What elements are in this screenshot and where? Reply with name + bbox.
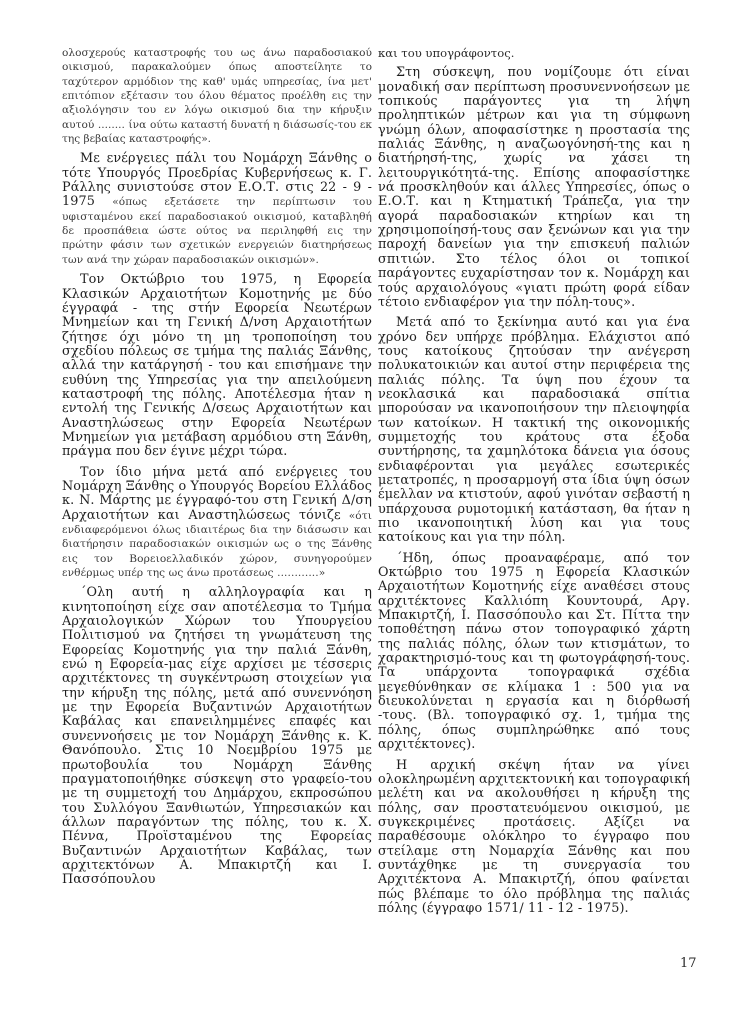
martis-quote: «ότι ενδιαφερόμενοι όλως ιδιαιτέρως δια την διάσωσιν και διατήρησιν παραδοσιακών οικισμών ως ο της Ξάνθης εις τον Βορειοελλαδικόν χώρον, συνηγορούμεν ενθέρμως υπέρ της ως άνω προτάσεως ............» <box>62 509 372 580</box>
architects-paragraph: ΄Ηδη, όπως προαναφέραμε, από τον Οκτώβριο του 1975 η Εφορεία Κλασικών Αρχαιοτήτων Κομοτηνής είχε αναθέσει στους αρχιτέκτονες Καλλιόπη Κουντουρά, Αργ. Μπακιρτζή, Ι. Πασσόπουλο και Στ. Πίττα την τοποθέτηση πάνω στον τοπογραφικό χάρτη της παλιάς πόλης, όλων των κτισμάτων, το χαρακτηρισμό-τους και τη φωτογράφησή-τους. Τα υπάρχοντα τοπογραφικά σχέδια μεγεθύνθηκαν σε κλίμακα 1 : 500 για να διευκολύνεται η εργασία και η διόρθωσή -τους. (Βλ. τοπογραφικό σχ. 1, τμήμα της πόλης, όπως συμπληρώθηκε από τους αρχιτέκτονες). <box>378 550 690 753</box>
after-start-paragraph: Μετά από το ξεκίνημα αυτό και για ένα χρόνο δεν υπήρχε πρόβλημα. Ελάχιστοι από τους κατοίκους ζητούσαν την ανέγερση πολυκατοικιών και αυτοί στην περιφέρεια της παλιάς πόλης. Τα ύψη που έχουν τα νεοκλασικά και παραδοσιακά σπίτια μπορούσαν να ικανοποιήσουν την πλειοψηφία των κατοίκων. Η τακτική της οικονομικής συμμετοχής του κράτους στα έξοδα συντήρησης, τα χαμηλότοκα δάνεια για όσους ενδιαφέρονται για μεγάλες εσωτερικές μετατροπές, η προσαρμογή στα ίδια ύψη όσων έμελλαν να κτιστούν, αφού γινόταν σεβαστή η υπάρχουσα ρυμοτομική κατάσταση, θα ήταν η πιο ικανοποιητική λύση και για τους κατοίκους και για την πόλη. <box>378 315 690 546</box>
left-column <box>62 46 372 894</box>
ralis-quote: «όπως εξετάσετε την περίπτωσιν του υφισταμένου εκεί παραδοσιακού οικισμού, καταβληθή δε προσπάθεια ώστε ούτος να περιληφθή εις την πρώτην φάσιν των σχετικών ενεργειών διατηρήσεως των ανά την χώραν παραδοσιακών οικισμών». <box>62 196 372 266</box>
martis-paragraph <box>62 466 372 581</box>
correspondence-paragraph: ΄Ολη αυτή η αλληλογραφία και η κινητοποίηση είχε σαν αποτέλεσμα το Τμήμα Αρχαιολογικών Χώρων του Υπουργείου Πολιτισμού να ζητήσει τη γνωμάτευση της Εφορείας Κομοτηνής για την παλιά Ξάνθη, ενώ η Εφορεία-μας είχε αρχίσει με τέσσερις αρχιτέκτονες τη συγκέντρωση στοιχείων για την κήρυξη της πόλης, μετά από συνεννόηση με την Εφορεία Βυζαντινών Αρχαιοτήτων Καβάλας και επανειλημμένες επαφές και συνεννοήσεις με τον Νομάρχη Ξάνθης κ. Κ. Θανόπουλο. Στις 10 Νοεμβρίου 1975 με πρωτοβουλία του Νομάρχη Ξάνθης πραγματοποιήθηκε σύσκεψη στο γραφείο-του με τη συμμετοχή του Δημάρχου, εκπροσώπου του Συλλόγου Ξανθιωτών, Υπηρεσιακών και άλλων παραγόντων της πόλης, του κ. Χ. Πέννα, Προϊσταμένου της Εφορείας Βυζαντινών Αρχαιοτήτων Καβάλας, των αρχιτεκτόνων Α. Μπακιρτζή και Ι. Πασσόπουλου <box>62 585 372 888</box>
ralis-paragraph <box>62 152 372 267</box>
signatory-continuation: και του υπογράφοντος. <box>378 46 515 60</box>
right-column <box>378 46 690 922</box>
quote-continuation-paragraph: ολοσχερούς καταστροφής του ως άνω παραδοσιακού οικισμού, παρακαλούμεν όπως αποστείλητε το ταχύτερον αρμόδιον της καθ' υμάς υπηρεσίας, ίνα μετ' επιτόπιον εξέτασιν του όλου θέματος προέλθη εις την αξιολόγησιν του εν λόγω οικισμού δια την κήρυξιν αυτού ........ ίνα ούτω καταστή δυνατή η διάσωσίς-του εκ της βεβαίας καταστροφής». <box>62 47 372 146</box>
ralis-paragraph-lead: Με ενέργειες πάλι του Νομάρχη Ξάνθης ο τότε Υπουργός Προεδρίας Κυβερνήσεως κ. Γ. Ράλλης συνιστούσε στον Ε.Ο.Τ. στις 22 - 9 - 1975 <box>62 151 372 210</box>
october-1975-paragraph: Τον Οκτώβριο του 1975, η Εφορεία Κλασικών Αρχαιοτήτων Κομοτηνής με δύο έγγραφά - της στήν Εφορεία Νεωτέρων Μνημείων και τη Γενική Δ/νση Αρχαιοτήτων ζήτησε όχι μόνο τη μη τροποποίηση του σχεδίου πόλεως σε τμήμα της παλιάς Ξάνθης, αλλά την κατάργησή - του και επισήμανε την ευθύνη της Υπηρεσίας για την απειλούμενη καταστροφή της πόλης. Αποτέλεσμα ήταν η εντολή της Γενικής Δ/σεως Αρχαιοτήτων και Αναστηλώσεως στην Εφορεία Νεωτέρων Μνημείων για μετάβαση αρμόδιου στη Ξάνθη, πράγμα που δεν έγινε μέχρι τώρα. <box>62 272 372 460</box>
meeting-paragraph: Στη σύσκεψη, που νομίζουμε ότι είναι μοναδική σαν περίπτωση προσυνεννοήσεων με τοπικούς παράγοντες για τη λήψη προληπτικών μέτρων και για τη σύμφωνη γνώμη όλων, αποφασίστηκε η προστασία της παλιάς Ξάνθης, η αναζωογόνησή-της και η διατήρησή-της, χωρίς να χάσει τη λειτουργικότητά-της. Επίσης αποφασίστηκε νά προσκληθούν και άλλες Υπηρεσίες, όπως ο Ε.Ο.Τ. και η Κτηματική Τράπεζα, για την αγορά παραδοσιακών κτηρίων και τη χρησιμοποίησή-τους σαν ξενώνων και για την παροχή δανείων για την επισκευή παλιών σπιτιών. Στο τέλος όλοι οι τοπικοί παράγοντες ευχαρίστησαν τον κ. Νομάρχη και τούς αρχαιολόγους «γιατι πρώτη φορά είδαν τέτοιο ενδιαφέρον για την πόλη-τους». <box>378 65 690 310</box>
initial-thought-paragraph: Η αρχική σκέψη ήταν να γίνει ολοκληρωμένη αρχιτεκτονική και τοπογραφική μελέτη και να ακολουθήσει η κήρυξη της πόλης, σαν προστατευόμενου οικισμού, με συγκεκριμένες προτάσεις. Αξίζει να παραθέσουμε ολόκληρο το έγγραφο που στείλαμε στη Νομαρχία Ξάνθης και που συντάχθηκε με τη συνεργασία του Αρχιτέκτονα Α. Μπακιρτζή, όπου φαίνεται πώς βλέπαμε το όλο πρόβλημα της παλιάς πόλης (έγγραφο 1571/ 11 - 12 - 1975). <box>378 757 690 916</box>
martis-paragraph-lead: Τον ίδιο μήνα μετά από ενέργειες του Νομάρχη Ξάνθης ο Υπουργός Βορείου Ελλάδος κ. Ν. Μάρτης με έγγραφό-του στη Γενική Δ/ση Αρχαιοτήτων και Αναστηλώσεως τόνιζε <box>62 464 372 523</box>
page-number: 17 <box>680 956 697 971</box>
